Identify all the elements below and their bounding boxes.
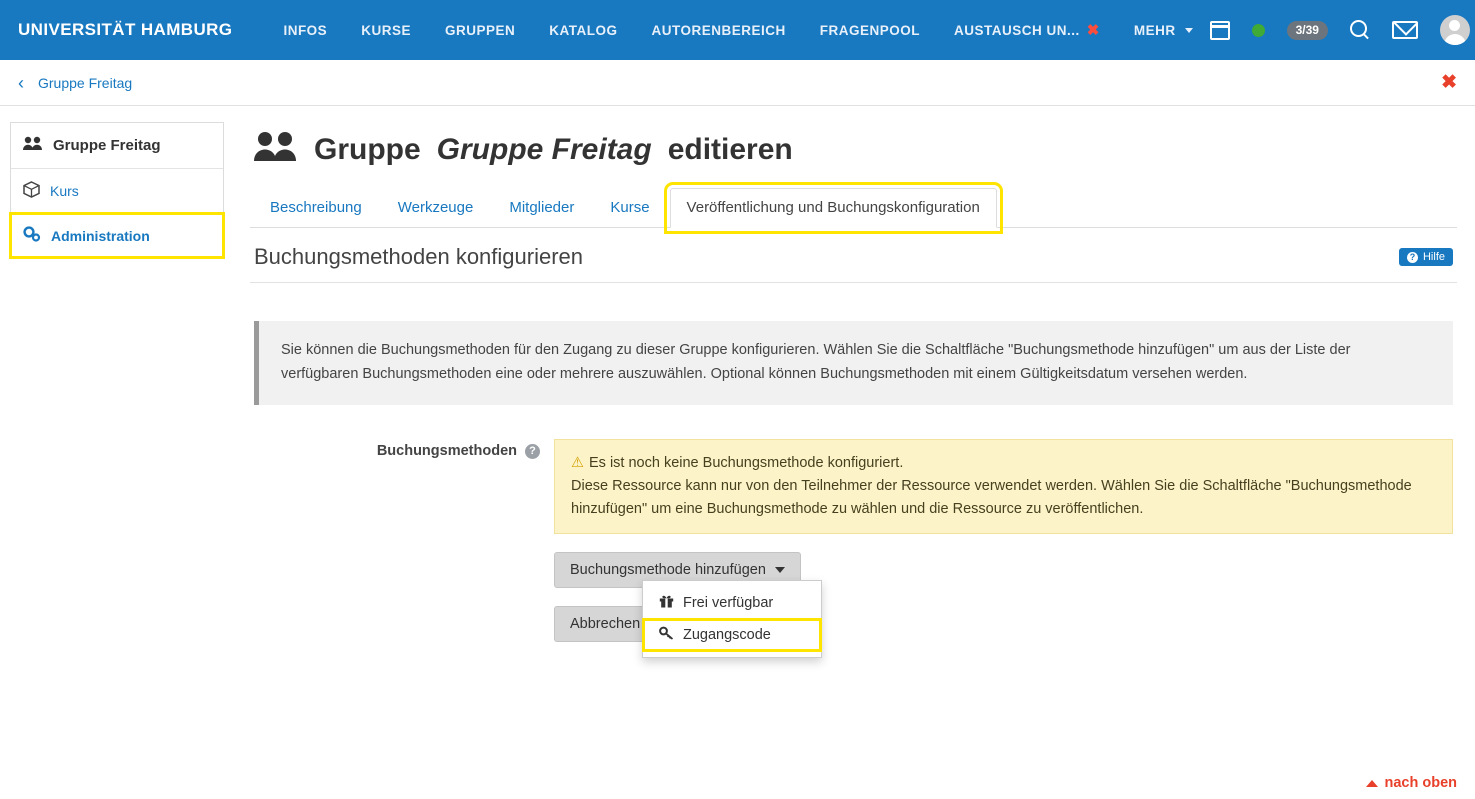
- mail-icon[interactable]: [1392, 21, 1418, 39]
- booking-methods-field: [554, 439, 1453, 643]
- help-button[interactable]: [1399, 248, 1453, 266]
- sidebar-item-label: Administration: [51, 227, 150, 244]
- main-nav: [266, 21, 1209, 39]
- booking-methods-label: Buchungsmethoden: [376, 442, 517, 459]
- close-icon[interactable]: ✖: [1086, 22, 1100, 39]
- breadcrumb-item-gruppe-freitag[interactable]: Gruppe Freitag: [38, 74, 133, 91]
- nav-item-fragenpool[interactable]: [803, 23, 937, 38]
- chevron-down-icon: [775, 567, 785, 573]
- tab-bar: [250, 188, 1457, 228]
- group-icon-large: [254, 130, 298, 170]
- sidebar-header: [11, 123, 223, 169]
- tab-label: Veröffentlichung und Buchungskonfiguration: [686, 199, 980, 216]
- dropdown-item-zugangscode[interactable]: [643, 619, 821, 651]
- gift-icon: [659, 594, 674, 612]
- cube-icon: [23, 181, 40, 201]
- group-icon: [23, 136, 43, 155]
- add-booking-method-label: Buchungsmethode hinzufügen: [570, 562, 766, 579]
- cancel-label: Abbrechen: [570, 616, 641, 633]
- nav-label: INFOS: [283, 22, 328, 38]
- info-message: Sie können die Buchungsmethoden für den Zugang zu dieser Gruppe konfigurieren. Wählen Sie die Schaltfläche "Buchungsmethode hinzufügen" um aus der Liste der verfügbaren Buchungsmethoden eine oder mehrere auszuwählen. Optional können Buchungsmethoden mit einem Gültigkeitsdatum versehen werden.: [254, 321, 1453, 405]
- dropdown-item-frei-verfuegbar[interactable]: [643, 587, 821, 619]
- gears-icon: [23, 226, 41, 245]
- section-title: Buchungsmethoden konfigurieren: [254, 244, 584, 269]
- sidebar: [0, 106, 232, 798]
- help-circle-icon[interactable]: ?: [525, 444, 540, 459]
- nav-item-gruppen[interactable]: [428, 23, 532, 38]
- search-icon[interactable]: [1350, 20, 1370, 40]
- sidebar-panel: [10, 122, 224, 258]
- help-label: Hilfe: [1422, 251, 1445, 263]
- nav-label: MEHR: [1133, 22, 1176, 38]
- nav-label: AUSTAUSCH UN...: [954, 22, 1080, 38]
- page-title-prefix: Gruppe: [314, 133, 421, 166]
- section-header: [250, 228, 1457, 283]
- nav-item-kurse[interactable]: [344, 23, 428, 38]
- nav-label: GRUPPEN: [444, 22, 516, 38]
- tab-veroeffentlichung-buchungskonfiguration[interactable]: [670, 188, 997, 228]
- nav-item-autorenbereich[interactable]: [634, 23, 802, 38]
- calendar-icon[interactable]: [1210, 21, 1230, 40]
- nav-item-austausch[interactable]: [937, 21, 1117, 39]
- nav-item-katalog[interactable]: [532, 23, 634, 38]
- nav-item-mehr[interactable]: [1117, 23, 1210, 38]
- tab-beschreibung[interactable]: [254, 189, 378, 227]
- to-top-link[interactable]: [1366, 775, 1457, 791]
- sidebar-item-label: Kurs: [50, 183, 79, 199]
- tab-label: Werkzeuge: [397, 199, 474, 216]
- to-top-label: nach oben: [1384, 775, 1457, 791]
- tab-werkzeuge[interactable]: [382, 189, 490, 227]
- nav-label: KURSE: [361, 22, 411, 38]
- warning-alert: [554, 439, 1453, 535]
- booking-methods-label-wrap: [254, 439, 554, 643]
- nav-label: KATALOG: [549, 22, 618, 38]
- sidebar-item-kurs[interactable]: [11, 169, 223, 214]
- sidebar-header-label: Gruppe Freitag: [53, 137, 161, 154]
- nav-item-infos[interactable]: [266, 23, 344, 38]
- body-layout: [0, 106, 1475, 798]
- question-mark-icon: ?: [1407, 252, 1418, 263]
- chevron-down-icon: [1185, 28, 1193, 33]
- top-navigation-bar: [0, 0, 1475, 60]
- main-content: [232, 106, 1475, 798]
- back-icon[interactable]: ‹: [18, 72, 24, 93]
- breadcrumb: [0, 60, 1475, 106]
- nav-label: FRAGENPOOL: [819, 22, 921, 38]
- tab-kurse[interactable]: [594, 189, 665, 227]
- warning-line-1: [571, 452, 1436, 475]
- avatar[interactable]: [1440, 15, 1470, 45]
- brand-logo[interactable]: UNIVERSITÄT HAMBURG: [18, 20, 233, 39]
- top-right-tools: [1210, 15, 1475, 45]
- dropdown-item-label: Zugangscode: [683, 627, 771, 644]
- warning-icon: ⚠: [571, 454, 584, 471]
- page-title-emphasis: Gruppe Freitag: [436, 133, 652, 166]
- online-status-dot: [1252, 24, 1265, 37]
- page-title: [254, 130, 1457, 170]
- warning-line-2: Diese Ressource kann nur von den Teilnehmer der Ressource verwendet werden. Wählen Sie die Schaltfläche "Buchungsmethode hinzufügen" um eine Buchungsmethode zu wählen und die Ressource zu veröffentlichen.: [571, 478, 1412, 518]
- warning-text-1: Es ist noch keine Buchungsmethode konfiguriert.: [589, 454, 904, 471]
- close-icon[interactable]: ✖: [1441, 72, 1457, 93]
- cancel-button[interactable]: [554, 606, 656, 642]
- mail-count-badge[interactable]: 3/39: [1287, 21, 1328, 40]
- tab-label: Mitglieder: [509, 199, 575, 216]
- key-icon: [659, 626, 674, 644]
- nav-label: AUTORENBEREICH: [651, 22, 786, 38]
- tab-label: Beschreibung: [270, 199, 362, 216]
- tab-mitglieder[interactable]: [493, 189, 590, 227]
- tab-label: Kurse: [610, 199, 650, 216]
- sidebar-item-administration[interactable]: [11, 214, 223, 257]
- booking-methods-row: [254, 439, 1453, 643]
- page-title-suffix: editieren: [667, 133, 793, 166]
- dropdown-item-label: Frei verfügbar: [683, 595, 774, 612]
- arrow-up-icon: [1366, 780, 1378, 787]
- booking-method-dropdown-menu: [642, 580, 822, 658]
